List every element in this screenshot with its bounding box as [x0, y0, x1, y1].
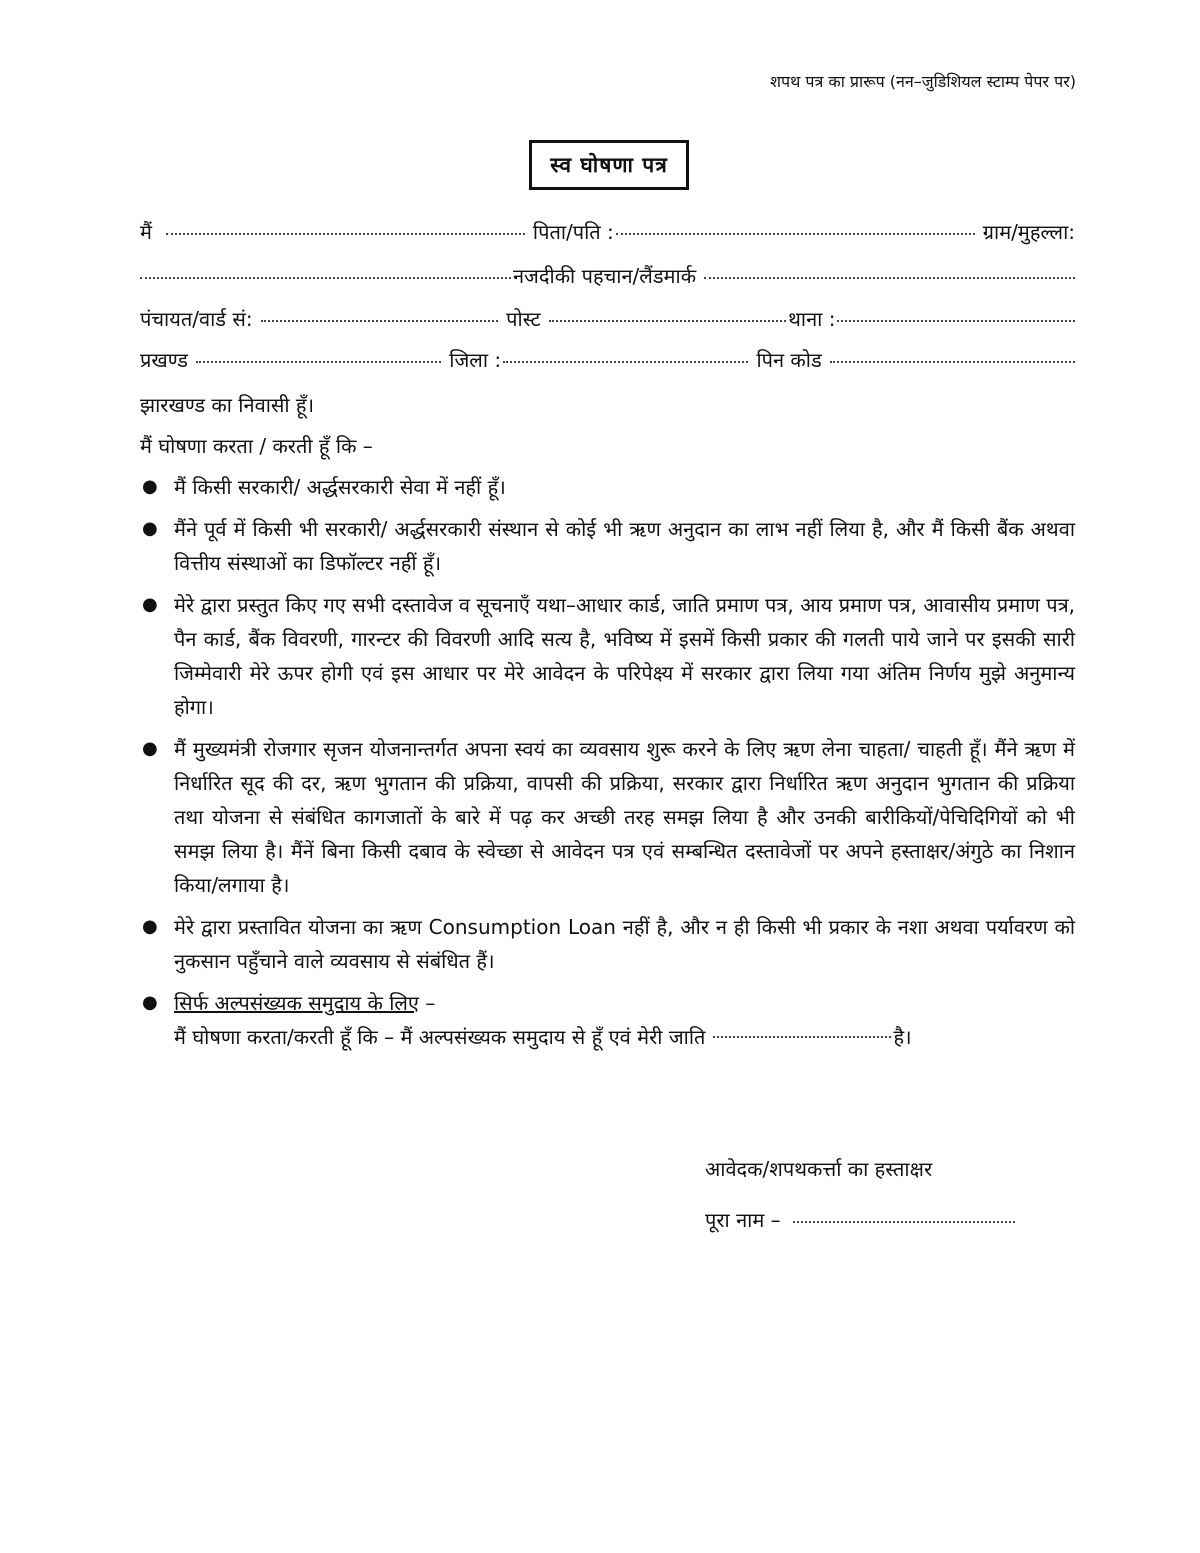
label-panchayat: पंचायत/वार्ड सं:: [140, 307, 253, 331]
declaration-text: मेरे द्वारा प्रस्तावित योजना का ऋण Consumption Loan नहीं है, और न ही किसी भी प्रकार के नशा अथवा पर्यावरण को नुकसान पहुँचाने वाले व्यवसाय से संबंधित हैं।: [174, 915, 1075, 973]
minority-text: मैं घोषणा करता/करती हूँ कि – मैं अल्पसंख्यक समुदाय से हूँ एवं मेरी जाति: [174, 1025, 706, 1049]
bullet-icon: ●: [142, 738, 158, 759]
declaration-item: [140, 512, 1075, 580]
bullet-icon: ●: [142, 992, 158, 1013]
minority-end: है।: [893, 1025, 912, 1049]
bullet-icon: ●: [142, 916, 158, 937]
label-pincode: पिन कोड: [756, 348, 822, 372]
full-name-label: पूरा नाम –: [705, 1208, 781, 1232]
label-post: पोस्ट: [506, 307, 541, 331]
village-blank[interactable]: [140, 276, 511, 279]
minority-item: [140, 986, 1075, 1054]
declaration-text: मैंने पूर्व में किसी भी सरकारी/ अर्द्धसरकारी संस्थान से कोई भी ऋण अनुदान का लाभ नहीं लिया है, और मैं किसी बैंक अथवा वित्तीय संस्थाओं का डिफॉल्टर नहीं हूँ।: [174, 517, 1075, 575]
block-blank[interactable]: [196, 360, 441, 363]
declare-line: मैं घोषणा करता / करती हूँ कि –: [140, 434, 373, 458]
thana-blank[interactable]: [837, 319, 1075, 322]
label-block: प्रखण्ड: [140, 348, 188, 372]
declaration-item: [140, 470, 1075, 504]
label-landmark: नजदीकी पहचान/लैंडमार्क: [512, 264, 697, 288]
landmark-blank[interactable]: [704, 276, 1075, 279]
resident-line: झारखण्ड का निवासी हूँ।: [140, 393, 315, 417]
label-main: मैं: [140, 220, 152, 244]
declaration-item: [140, 910, 1075, 978]
declaration-text: मेरे द्वारा प्रस्तुत किए गए सभी दस्तावेज व सूचनाएँ यथा–आधार कार्ड, जाति प्रमाण पत्र, आय प्रमाण पत्र, आवासीय प्रमाण पत्र, पैन कार्ड, बैंक विवरणी, गारन्टर की विवरणी आदि सत्य है, भविष्य में इसमें किसी प्रकार की गलती पाये जाने पर इसकी सारी जिम्मेवारी मेरे ऊपर होगी एवं इस आधार पर मेरे आवेदन के परिपेक्ष्य में सरकार द्वारा लिया गया अंतिम निर्णय मुझे अनुमान्य होगा।: [174, 593, 1075, 719]
bullet-icon: ●: [142, 518, 158, 539]
declaration-item: [140, 588, 1075, 724]
declaration-text: मैं मुख्यमंत्री रोजगार सृजन योजनान्तर्गत अपना स्वयं का व्यवसाय शुरू करने के लिए ऋण लेना चाहता/ चाहती हूँ। मैंने ऋण में निर्धारित सूद की दर, ऋण भुगतान की प्रक्रिया, वापसी की प्रक्रिया, सरकार द्वारा निर्धारित ऋण अनुदान भुगतान की प्रक्रिया तथा योजना से संबंधित कागजातों के बारे में पढ़ कर अच्छी तरह समझ लिया है और उनकी बारीकियों/पेचिदिगियों को भी समझ लिया है। मैंनें बिना किसी दबाव के स्वेच्छा से आवेदन पत्र एवं सम्बन्धित दस्तावेजों पर अपने हस्ताक्षर/अंगुठे का निशान किया/लगाया है।: [174, 737, 1075, 897]
label-father-husband: पिता/पति :: [532, 220, 614, 244]
fill-row-block: [140, 346, 1075, 373]
declaration-list: [140, 470, 1075, 1062]
declaration-text: मैं किसी सरकारी/ अर्द्धसरकारी सेवा में नहीं हूँ।: [174, 475, 506, 499]
header-note: शपथ पत्र का प्रारूप (नन–जुडिशियल स्टाम्प पेपर पर): [770, 72, 1076, 91]
label-district: जिला :: [449, 348, 502, 372]
panchayat-blank[interactable]: [261, 319, 499, 322]
label-village: ग्राम/मुहल्ला:: [982, 220, 1075, 244]
title-wrap: [0, 140, 1200, 190]
fill-row-name: [140, 218, 1075, 245]
minority-heading-suffix: –: [419, 991, 436, 1015]
fill-row-panchayat: [140, 305, 1075, 332]
full-name-blank[interactable]: [793, 1221, 1015, 1223]
bullet-icon: ●: [142, 594, 158, 615]
caste-blank[interactable]: [713, 1036, 891, 1038]
father-husband-blank[interactable]: [616, 232, 975, 235]
fill-row-landmark: [140, 262, 1075, 289]
pincode-blank[interactable]: [830, 360, 1075, 363]
post-blank[interactable]: [549, 319, 787, 322]
full-name-line: [705, 1206, 1015, 1233]
name-blank[interactable]: [166, 232, 525, 235]
bullet-icon: ●: [142, 476, 158, 497]
district-blank[interactable]: [503, 360, 748, 363]
minority-text-line: [174, 1020, 1075, 1054]
minority-heading-line: [174, 986, 1075, 1020]
declaration-item: [140, 732, 1075, 902]
document-title: स्व घोषणा पत्र: [529, 140, 689, 190]
label-thana: थाना :: [788, 307, 836, 331]
minority-heading: सिर्फ अल्पसंख्यक समुदाय के लिए: [174, 991, 419, 1015]
signature-block: [705, 1155, 1015, 1233]
signature-label: आवेदक/शपथकर्त्ता का हस्ताक्षर: [705, 1157, 933, 1181]
